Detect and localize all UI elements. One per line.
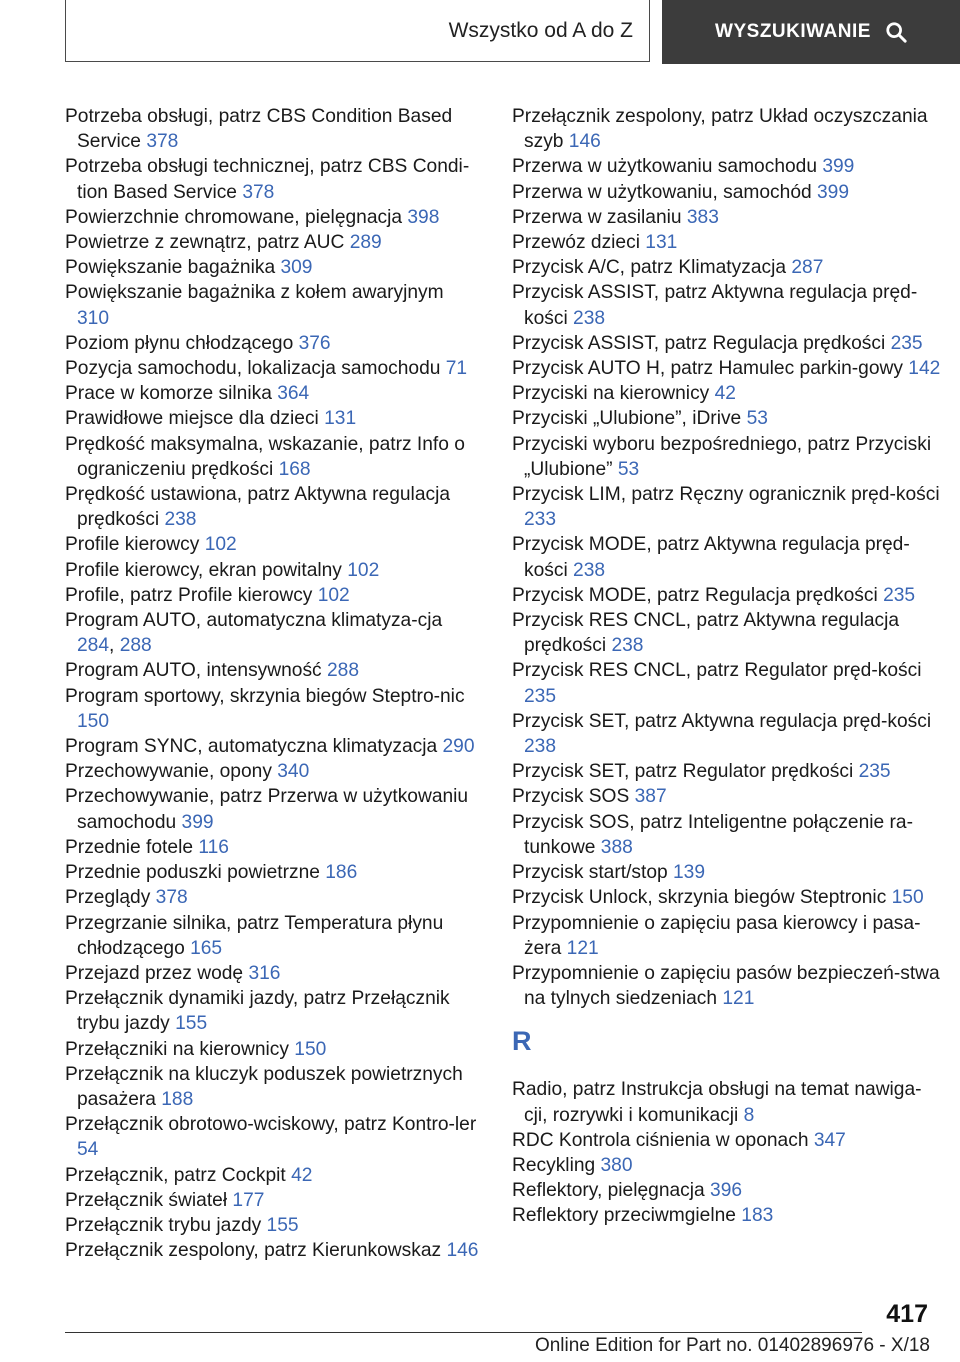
index-entry [512, 432, 942, 482]
tab-a-to-z-label: Wszystko od A do Z [448, 18, 633, 42]
index-entry [65, 1037, 480, 1062]
index-entry-text: Przycisk SET, patrz Aktywna regulacja pręd‐kości [512, 710, 932, 732]
index-entry [65, 154, 480, 204]
page-link[interactable]: 235 [524, 685, 557, 707]
page-link[interactable]: 142 [908, 358, 941, 380]
footer-divider [65, 1332, 862, 1333]
index-entry-text: Poziom płynu chłodzącego [65, 332, 299, 354]
index-entry-text: Przypomnienie o zapięciu pasów bezpieczeń‐stwa na tylnych siedzeniach [512, 962, 940, 1010]
page-link[interactable]: 288 [326, 660, 359, 682]
index-entry [65, 911, 480, 961]
page-link[interactable]: 42 [714, 383, 736, 405]
index-entry-text: Przypomnienie o zapięciu pasa kierowcy i pasa‐żera [512, 912, 921, 959]
page-link[interactable]: 383 [686, 206, 719, 228]
index-entry-text: Potrzeba obsługi technicznej, patrz CBS Condi‐tion Based Service [65, 156, 470, 203]
index-entry-text: Reflektory przeciwmgielne [512, 1205, 742, 1227]
page-link[interactable]: 238 [573, 307, 606, 329]
page-link[interactable]: 238 [524, 736, 557, 758]
page-link[interactable]: 168 [278, 458, 311, 480]
tab-a-to-z[interactable] [65, 0, 650, 62]
page-link[interactable]: 233 [524, 509, 557, 531]
index-entry [65, 784, 480, 834]
index-entry [65, 759, 480, 784]
index-entry [512, 583, 942, 608]
index-entry [65, 1188, 480, 1213]
index-entry [512, 1077, 942, 1127]
index-entry [65, 583, 480, 608]
index-entry-text: Przycisk AUTO H, patrz Hamulec parkin‐gowy [512, 358, 909, 380]
page-link[interactable]: 150 [891, 887, 924, 909]
page-link[interactable]: 146 [446, 1240, 479, 1262]
index-entry-text: Przycisk ASSIST, patrz Regulacja prędkości [512, 332, 891, 354]
index-group-p [512, 104, 942, 1011]
page-link[interactable]: 121 [722, 988, 755, 1010]
index-entry-text: Radio, patrz Instrukcja obsługi na temat nawiga‐cji, rozrywki i komunikacji [512, 1079, 922, 1126]
index-entry-text: Powietrze z zewnątrz, patrz AUC [65, 232, 350, 254]
index-entry: Program AUTO, automatyczna klimatyza‐cja 284, 288 [65, 610, 443, 657]
page-link[interactable]: 102 [347, 559, 380, 581]
section-letter: R [512, 1026, 532, 1057]
index-entry-text: Program SYNC, automatyczna klimatyzacja [65, 736, 443, 758]
page-link[interactable]: 177 [232, 1189, 265, 1211]
index-entry [512, 482, 942, 532]
index-entry [65, 986, 480, 1036]
index-entry-text: Przycisk ASSIST, patrz Aktywna regulacja pręd‐kości [512, 282, 918, 329]
search-icon [885, 21, 907, 43]
index-entry-text: Przycisk MODE, patrz Aktywna regulacja pręd‐kości [512, 534, 910, 581]
page-link[interactable]: 53 [746, 408, 768, 430]
index-entry [512, 709, 942, 759]
page-link[interactable]: 235 [858, 761, 891, 783]
index-entry [65, 356, 480, 381]
index-entry [512, 759, 942, 784]
index-entry-text: Przycisk Unlock, skrzynia biegów Steptronic [512, 887, 892, 909]
index-entry-text: Program AUTO, intensywność [65, 660, 327, 682]
index-entry-text: Przycisk LIM, patrz Ręczny ogranicznik pręd‐kości [512, 484, 940, 506]
index-entry [65, 331, 480, 356]
page-link[interactable]: 288 [119, 635, 152, 657]
page-link[interactable]: 289 [349, 232, 382, 254]
index-entry-text: Przyciski na kierownicy [512, 383, 715, 405]
index-entry-text: Reflektory, pielęgnacja [512, 1180, 711, 1202]
index-entry [65, 482, 480, 532]
index-entry [65, 860, 480, 885]
index-entry-text: Pozycja samochodu, lokalizacja samochodu [65, 358, 446, 380]
page-link[interactable]: 238 [164, 509, 197, 531]
page-link[interactable]: 387 [634, 786, 667, 808]
page-link[interactable]: 364 [277, 383, 310, 405]
footer-edition: Online Edition for Part no. 01402896976 - X/18 [534, 1335, 930, 1356]
index-entry-text: Przycisk RES CNCL, patrz Regulator pręd‐kości [512, 660, 922, 682]
index-entry [512, 255, 942, 280]
page-link[interactable]: 54 [77, 1139, 99, 1161]
index-entry-text: Przycisk RES CNCL, patrz Aktywna regulacja prędkości [512, 610, 900, 657]
index-entry [512, 230, 942, 255]
index-entry-text: Powiększanie bagażnika [65, 257, 281, 279]
index-entry-text: Przełącznik dynamiki jazdy, patrz Przełącznik trybu jazdy [65, 988, 450, 1035]
page-link[interactable]: 238 [573, 559, 606, 581]
index-entry-text: Przycisk SET, patrz Regulator prędkości [512, 761, 859, 783]
index-entry-text: Przełącznik zespolony, patrz Układ oczyszczania szyb [512, 106, 928, 153]
index-entry-text: Profile kierowcy, ekran powitalny [65, 559, 348, 581]
index-entry [512, 1203, 942, 1228]
page-link[interactable]: 150 [77, 710, 110, 732]
index-entry-text: Prędkość ustawiona, patrz Aktywna regulacja prędkości [65, 484, 451, 531]
index-entry [65, 432, 480, 482]
index-entry [512, 104, 942, 154]
page-link[interactable]: 290 [442, 736, 475, 758]
index-entry [65, 961, 480, 986]
page-link[interactable]: 102 [317, 584, 350, 606]
index-entry [65, 734, 480, 759]
index-entry [65, 658, 480, 683]
index-entry [512, 860, 942, 885]
index-entry-text: Przycisk start/stop [512, 862, 673, 884]
index-entry-text: Przejazd przez wodę [65, 962, 249, 984]
page-link[interactable]: 347 [813, 1129, 846, 1151]
page-link[interactable]: 378 [155, 887, 188, 909]
index-group-r [512, 1077, 942, 1228]
page-link[interactable]: 378 [146, 131, 179, 153]
index-entry [65, 255, 480, 280]
index-entry [65, 558, 480, 583]
index-entry-text: Przednie fotele [65, 836, 199, 858]
page-link[interactable]: 235 [883, 584, 916, 606]
index-entry-text: Prace w komorze silnika [65, 383, 278, 405]
index-entry-text: Przycisk MODE, patrz Regulacja prędkości [512, 584, 884, 606]
page-link[interactable]: 150 [294, 1038, 327, 1060]
page-link[interactable]: 316 [248, 962, 281, 984]
index-entry-text: Przełączniki na kierownicy [65, 1038, 295, 1060]
index-entry [512, 406, 942, 431]
page-link[interactable]: 376 [298, 332, 331, 354]
page-link[interactable]: 235 [890, 332, 923, 354]
index-entry [65, 205, 480, 230]
page-link[interactable]: 340 [277, 761, 310, 783]
index-entry-text: Prędkość maksymalna, wskazanie, patrz Info o ograniczeniu prędkości [65, 433, 465, 480]
index-entry [65, 381, 480, 406]
page-link[interactable]: 8 [743, 1104, 755, 1126]
index-entry [65, 684, 480, 734]
top-navigation [65, 0, 960, 64]
index-entry-text: Przełącznik trybu jazdy [65, 1214, 267, 1236]
index-column-right [512, 104, 942, 1229]
page-link[interactable]: 102 [204, 534, 237, 556]
index-entry-text: Przednie poduszki powietrzne [65, 862, 326, 884]
index-entry [512, 280, 942, 330]
page-link[interactable]: 183 [741, 1205, 774, 1227]
index-entry [65, 835, 480, 860]
index-entry-text: Recykling [512, 1154, 601, 1176]
index-entry [512, 180, 942, 205]
index-entry [512, 205, 942, 230]
index-entry-text: Program sportowy, skrzynia biegów Steptro‐nic [65, 685, 465, 707]
page-link[interactable]: 378 [242, 181, 275, 203]
page-link[interactable]: 131 [324, 408, 357, 430]
page-link[interactable]: 399 [181, 811, 214, 833]
index-entry [512, 961, 942, 1011]
page-link[interactable]: 380 [600, 1154, 633, 1176]
index-entry-text: Przechowywanie, opony [65, 761, 278, 783]
index-entry [65, 230, 480, 255]
search-button[interactable] [662, 0, 960, 64]
page-link[interactable]: 396 [710, 1180, 743, 1202]
page-link[interactable]: 53 [617, 458, 640, 480]
index-entry-text: Przycisk A/C, patrz Klimatyzacja [512, 257, 792, 279]
index-entry-text: Przerwa w użytkowaniu samochodu [512, 156, 823, 178]
index-entry [512, 154, 942, 179]
index-entry-text: Przełącznik obrotowo-wciskowy, patrz Kontro‐ler [65, 1114, 477, 1136]
page-link[interactable]: 121 [566, 937, 599, 959]
index-entry [512, 810, 942, 860]
page-link[interactable]: 398 [407, 206, 440, 228]
index-entry-text: Przegrzanie silnika, patrz Temperatura płynu chłodzącego [65, 912, 444, 959]
index-entry-text: Przyciski wyboru bezpośredniego, patrz Przyciski „Ulubione” [512, 433, 932, 480]
index-entry [65, 280, 480, 330]
index-entry-text: Przełącznik zespolony, patrz Kierunkowskaz [65, 1240, 447, 1262]
index-entry [65, 1062, 480, 1112]
index-entry-text: Potrzeba obsługi, patrz CBS Condition Based Service [65, 106, 453, 153]
page-link[interactable]: 399 [822, 156, 855, 178]
index-entry [512, 331, 942, 356]
page-link[interactable]: 284 [77, 635, 110, 657]
index-entry [65, 1112, 480, 1162]
index-entry-text: Przerwa w zasilaniu [512, 206, 687, 228]
index-entry-text: Profile, patrz Profile kierowcy [65, 584, 318, 606]
index-entry [512, 532, 942, 582]
page-link[interactable]: 131 [645, 232, 678, 254]
index-entry [65, 1163, 480, 1188]
page-link[interactable]: 287 [791, 257, 824, 279]
index-entry-text: Program AUTO, automatyczna klimatyza‐cja [65, 610, 443, 632]
page-link[interactable]: 42 [291, 1164, 313, 1186]
page-link[interactable]: 116 [198, 836, 229, 858]
index-entry [512, 1178, 942, 1203]
index-entry [65, 406, 480, 431]
index-entry [512, 784, 942, 809]
index-entry [65, 532, 480, 557]
page-link[interactable]: 188 [161, 1088, 194, 1110]
page-link[interactable]: 309 [280, 257, 313, 279]
page-link[interactable]: 146 [568, 131, 601, 153]
page-link[interactable]: 155 [175, 1013, 208, 1035]
index-entry-text: Przewóz dzieci [512, 232, 646, 254]
index-entry-text: Powiększanie bagażnika z kołem awaryjnym [65, 282, 444, 304]
index-entry-text: Przełącznik świateł [65, 1189, 233, 1211]
page-link[interactable]: 155 [266, 1214, 299, 1236]
index-entry-text: Przerwa w użytkowaniu, samochód [512, 181, 817, 203]
page-link[interactable]: 399 [817, 181, 850, 203]
index-entry [65, 104, 480, 154]
index-entry [512, 1153, 942, 1178]
index-entry-text: Powierzchnie chromowane, pielęgnacja [65, 206, 408, 228]
index-entry [65, 1238, 480, 1263]
page-link[interactable]: 71 [445, 358, 468, 380]
index-entry-text: Przycisk SOS, patrz Inteligentne połączenie ra‐tunkowe [512, 811, 913, 858]
index-entry [65, 885, 480, 910]
index-entry [512, 658, 942, 708]
index-entry-text: Przełącznik na kluczyk poduszek powietrznych pasażera [65, 1063, 463, 1110]
index-entry [512, 885, 942, 910]
index-entry-text: Przycisk SOS [512, 786, 635, 808]
page-link[interactable]: 310 [77, 307, 110, 329]
index-entry [512, 1128, 942, 1153]
page-link[interactable]: 238 [611, 635, 644, 657]
page-link[interactable]: 186 [325, 862, 358, 884]
index-entry-text: Przyciski „Ulubione”, iDrive [512, 408, 747, 430]
page-link[interactable]: 139 [673, 862, 706, 884]
page-link[interactable]: 165 [190, 937, 223, 959]
index-entry-text: Prawidłowe miejsce dla dzieci [65, 408, 325, 430]
page-link[interactable]: 388 [600, 836, 633, 858]
index-column-left [65, 104, 480, 1263]
index-entry-text: Przeglądy [65, 887, 156, 909]
index-entry-text: RDC Kontrola ciśnienia w oponach [512, 1129, 814, 1151]
search-label: WYSZUKIWANIE [715, 21, 871, 42]
index-entry-text: Przełącznik, patrz Cockpit [65, 1164, 292, 1186]
index-entry [512, 356, 942, 381]
index-entry [512, 911, 942, 961]
page-number: 417 [886, 1300, 928, 1328]
index-entry [512, 608, 942, 658]
index-entry [65, 1213, 480, 1238]
index-entry [512, 381, 942, 406]
index-entry-text: Profile kierowcy [65, 534, 205, 556]
index-entry-text: Przechowywanie, patrz Przerwa w użytkowaniu samochodu [65, 786, 469, 833]
